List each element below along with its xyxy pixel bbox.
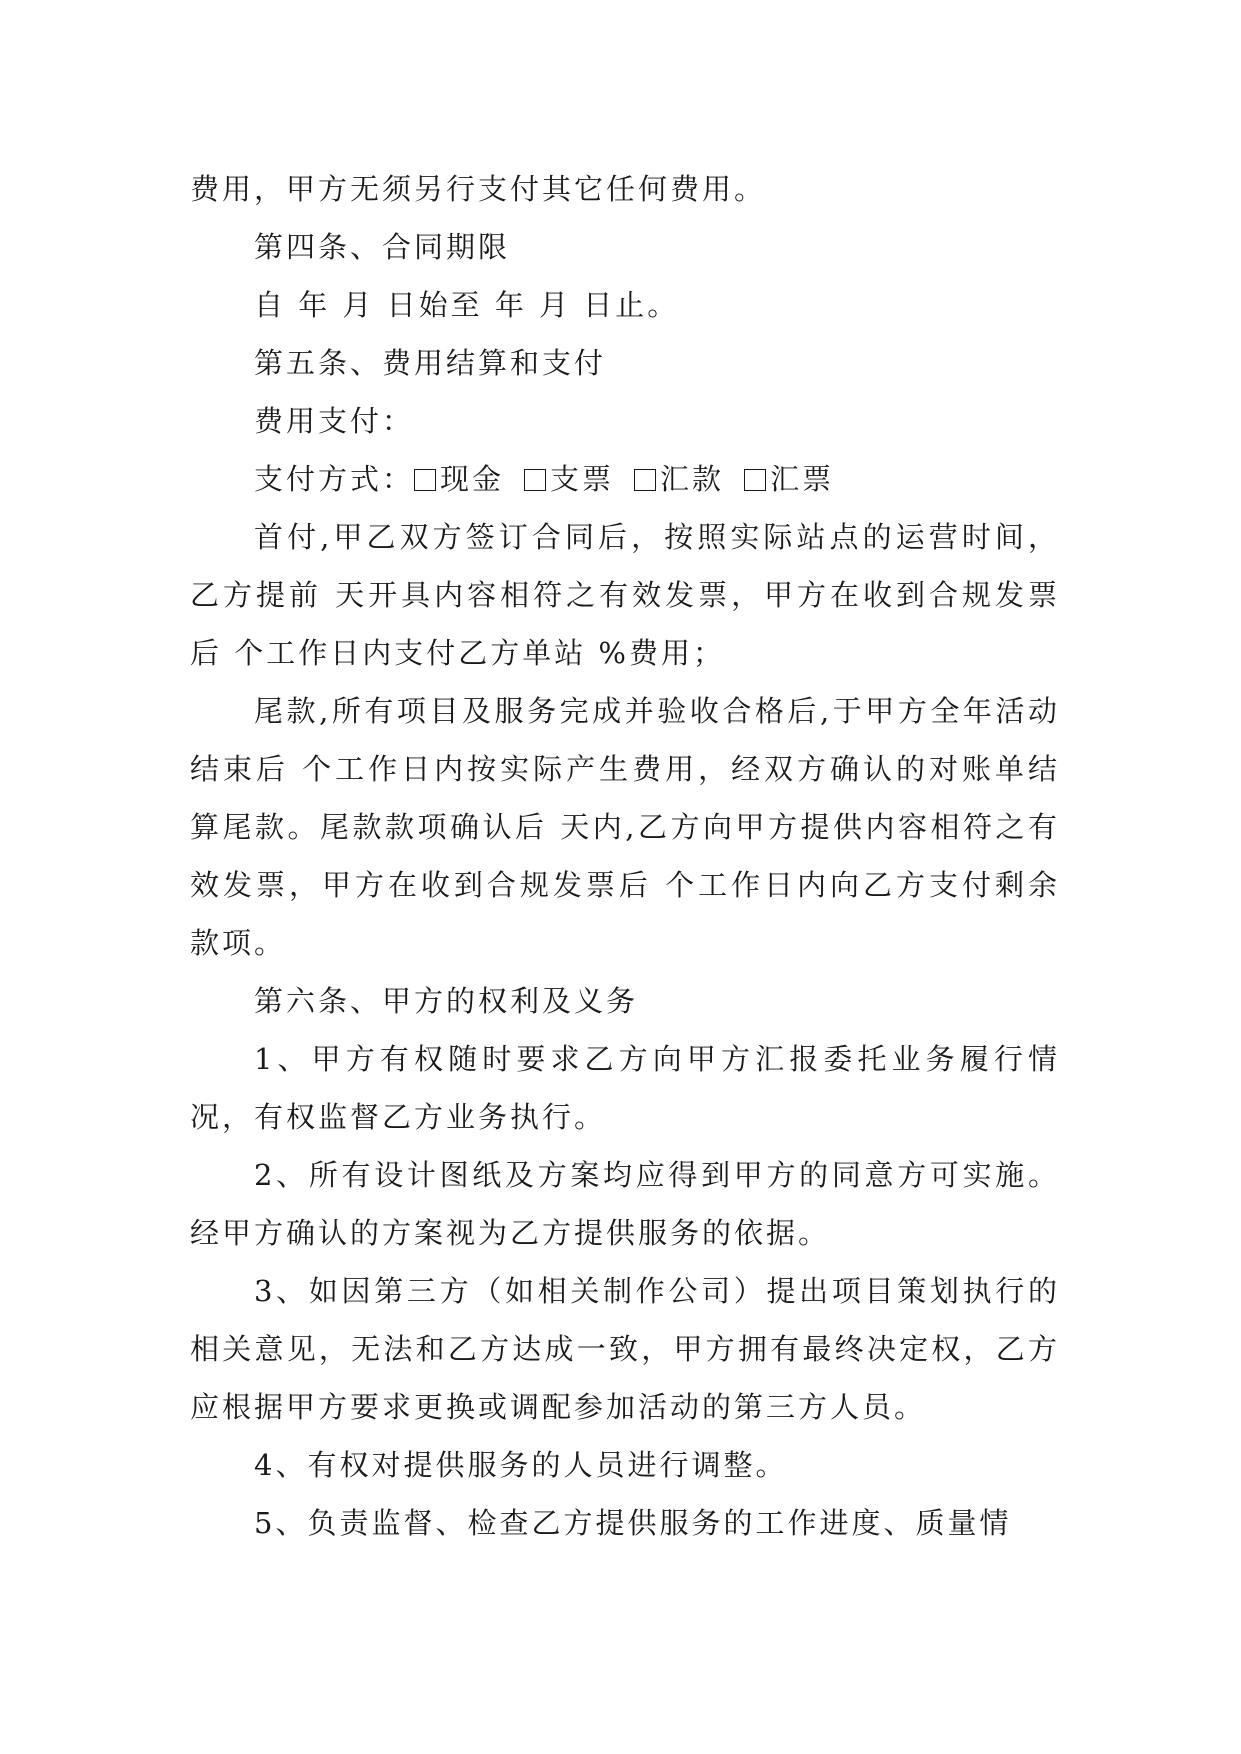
clause-2: 2、所有设计图纸及方案均应得到甲方的同意方可实施。经甲方确认的方案视为乙方提供服务的依据。 [190,1158,1060,1250]
checkbox-icon[interactable] [634,469,656,491]
document-body [190,160,1060,1552]
payment-option-remittance[interactable] [634,462,724,496]
payment-option-label: 支票 [550,462,615,496]
article-4-heading: 第四条、合同期限 [254,230,511,264]
payment-label: 费用支付： [254,404,415,438]
payment-option-draft[interactable] [744,462,834,496]
payment-option-label: 汇款 [660,462,725,496]
paragraph-continuation: 费用，甲方无须另行支付其它任何费用。 [190,172,767,206]
checkbox-icon[interactable] [414,469,436,491]
payment-option-check[interactable] [524,462,614,496]
payment-method-line [190,450,1060,508]
down-payment-paragraph: 首付,甲乙双方签订合同后，按照实际站点的运营时间，乙方提前 天开具内容相符之有效发票，甲方在收到合规发票后 个工作日内支付乙方单站 %费用； [190,520,1060,670]
payment-method-label: 支付方式： [254,462,415,496]
final-payment-paragraph: 尾款,所有项目及服务完成并验收合格后,于甲方全年活动结束后 个工作日内按实际产生费用，经双方确认的对账单结算尾款。尾款款项确认后 天内,乙方向甲方提供内容相符之有效发票，甲方在收到合规发票后 个工作日内向乙方支付剩余款项。 [190,694,1060,960]
payment-option-label: 现金 [440,462,505,496]
clause-3: 3、如因第三方（如相关制作公司）提出项目策划执行的相关意见，无法和乙方达成一致，甲方拥有最终决定权，乙方应根据甲方要求更换或调配参加活动的第三方人员。 [190,1274,1060,1424]
clause-5: 5、负责监督、检查乙方提供服务的工作进度、质量情 [254,1506,1012,1540]
article-6-heading: 第六条、甲方的权利及义务 [254,984,639,1018]
contract-term-text: 自 年 月 日始至 年 月 日止。 [254,288,680,322]
clause-4: 4、有权对提供服务的人员进行调整。 [254,1448,788,1482]
clause-1: 1、甲方有权随时要求乙方向甲方汇报委托业务履行情况，有权监督乙方业务执行。 [190,1042,1060,1134]
checkbox-icon[interactable] [744,469,766,491]
payment-option-cash[interactable] [414,462,504,496]
payment-option-label: 汇票 [770,462,835,496]
checkbox-icon[interactable] [524,469,546,491]
article-5-heading: 第五条、费用结算和支付 [254,346,607,380]
